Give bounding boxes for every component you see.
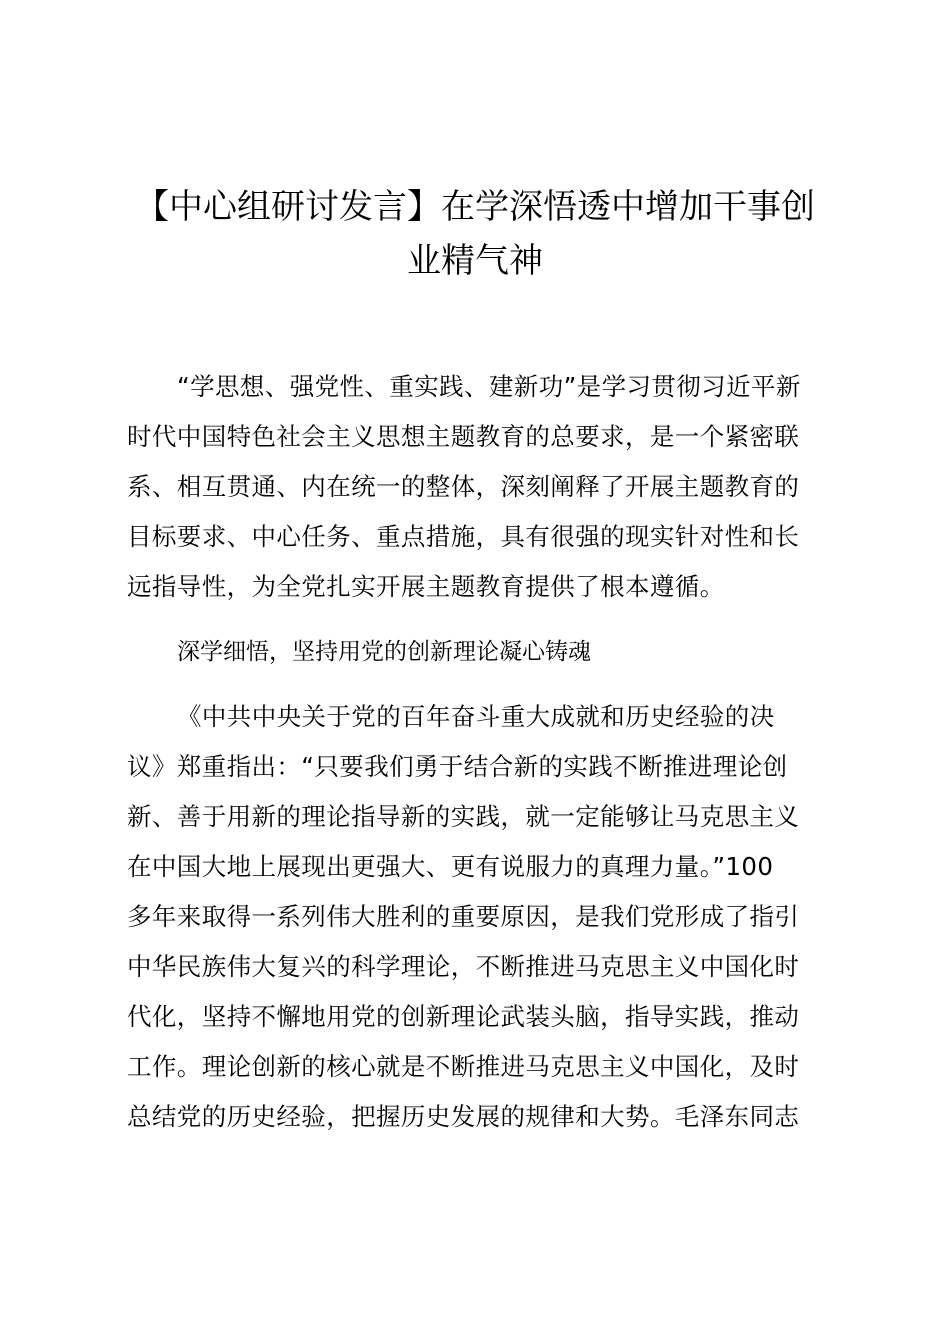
paragraph-line: 在中国大地上展现出更强大、更有说服力的真理力量。”100 [127,852,774,881]
paragraph-line: 工作。理论创新的核心就是不断推进马克思主义中国化，及时 [127,1052,800,1081]
paragraph-line: 总结党的历史经验，把握历史发展的规律和大势。毛泽东同志 [127,1102,800,1131]
paragraph-line: 新、善于用新的理论指导新的实践，就一定能够让马克思主义 [127,802,800,831]
paragraph-intro [127,362,832,612]
title-line: 业精气神 [407,241,543,281]
paragraph-line: “学思想、强党性、重实践、建新功”是学习贯彻习近平新 [177,372,801,401]
paragraph-line: 《中共中央关于党的百年奋斗重大成就和历史经验的决 [177,702,775,731]
paragraph-line: 议》郑重指出：“只要我们勇于结合新的实践不断推进理论创 [127,752,788,781]
title-line: 【中心组研讨发言】在学深悟透中增加干事创 [135,187,815,227]
paragraph-resolution [127,692,832,1142]
paragraph-line: 目标要求、中心任务、重点措施，具有很强的现实针对性和长 [127,522,800,551]
document-title [120,180,830,288]
paragraph-line: 时代中国特色社会主义思想主题教育的总要求，是一个紧密联 [127,422,800,451]
paragraph-line: 远指导性，为全党扎实开展主题教育提供了根本遵循。 [127,572,725,601]
paragraph-line: 系、相互贯通、内在统一的整体，深刻阐释了开展主题教育的 [127,472,800,501]
paragraph-line: 中华民族伟大复兴的科学理论，不断推进马克思主义中国化时 [127,952,800,981]
paragraph-line: 多年来取得一系列伟大胜利的重要原因，是我们党形成了指引 [127,902,800,931]
section-heading [127,627,832,677]
paragraph-line: 代化，坚持不懈地用党的创新理论武装头脑，指导实践，推动 [127,1002,800,1031]
section-heading-text: 深学细悟，坚持用党的创新理论凝心铸魂 [177,639,591,665]
